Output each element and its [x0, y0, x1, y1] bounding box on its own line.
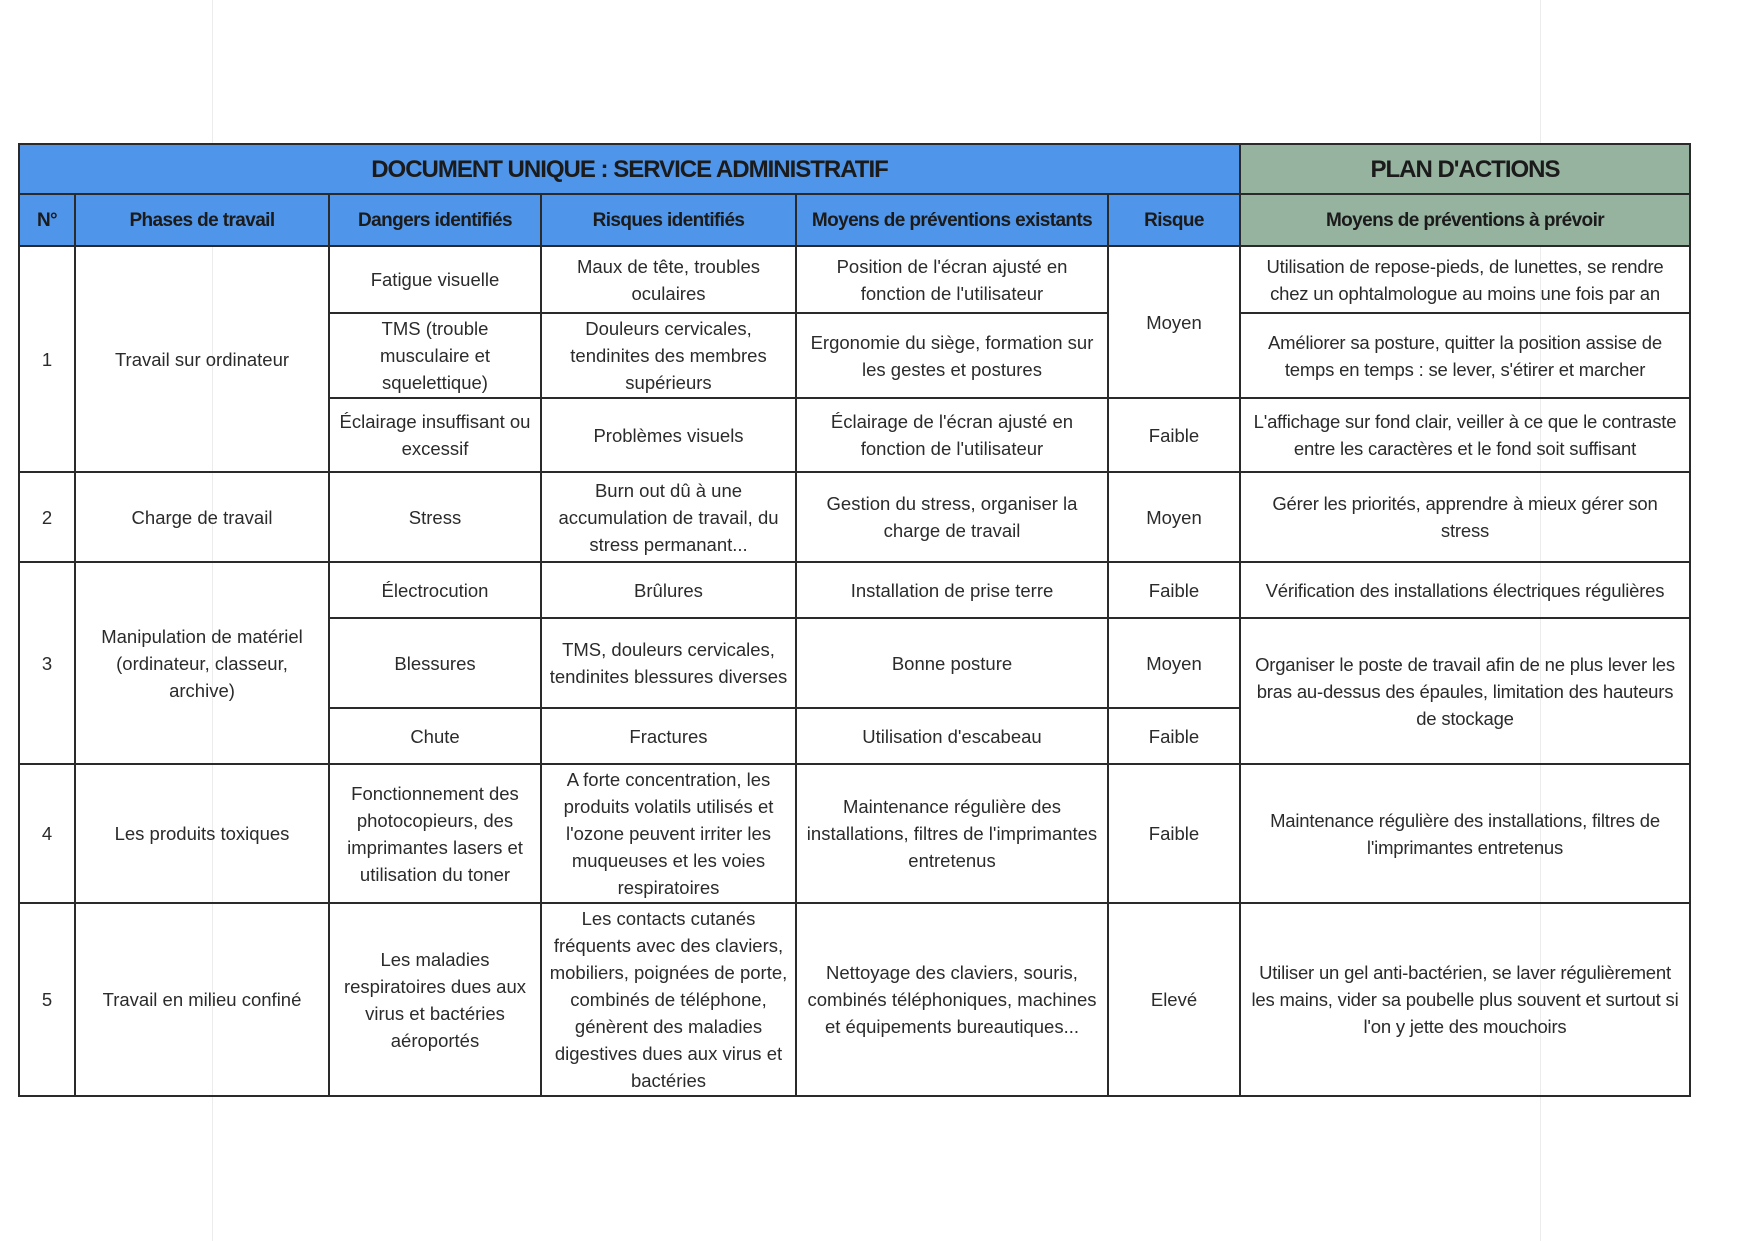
header-risk-level: Risque	[1108, 194, 1240, 246]
danger-cell: Chute	[329, 708, 541, 764]
identified-risk-cell: Burn out dû à une accumulation de travail, du stress permanant...	[541, 472, 796, 562]
row-number: 1	[19, 246, 75, 472]
row-number: 2	[19, 472, 75, 562]
danger-cell: Blessures	[329, 618, 541, 708]
existing-measures-cell: Nettoyage des claviers, souris, combinés téléphoniques, machines et équipements bureautiques...	[796, 903, 1108, 1096]
risk-level-cell: Moyen	[1108, 618, 1240, 708]
risk-assessment-table	[18, 143, 1691, 1097]
existing-measures-cell: Maintenance régulière des installations, filtres de l'imprimantes entretenus	[796, 764, 1108, 903]
header-existing-measures: Moyens de préventions existants	[796, 194, 1108, 246]
planned-measures-cell: Gérer les priorités, apprendre à mieux gérer son stress	[1240, 472, 1690, 562]
danger-cell: Fonctionnement des photocopieurs, des imprimantes lasers et utilisation du toner	[329, 764, 541, 903]
existing-measures-cell: Gestion du stress, organiser la charge de travail	[796, 472, 1108, 562]
table-row	[19, 764, 1690, 903]
planned-measures-cell: Utilisation de repose-pieds, de lunettes, se rendre chez un ophtalmologue au moins une fois par an	[1240, 246, 1690, 313]
risk-level-cell: Faible	[1108, 562, 1240, 618]
row-number: 3	[19, 562, 75, 764]
header-num: N°	[19, 194, 75, 246]
danger-cell: Stress	[329, 472, 541, 562]
planned-measures-cell: Maintenance régulière des installations, filtres de l'imprimantes entretenus	[1240, 764, 1690, 903]
risk-level-cell: Elevé	[1108, 903, 1240, 1096]
table-row	[19, 562, 1690, 618]
identified-risk-cell: Brûlures	[541, 562, 796, 618]
table-row	[19, 246, 1690, 313]
danger-cell: TMS (trouble musculaire et squelettique)	[329, 313, 541, 398]
document-title: DOCUMENT UNIQUE : SERVICE ADMINISTRATIF	[19, 144, 1240, 194]
table-row	[19, 472, 1690, 562]
work-phase: Charge de travail	[75, 472, 329, 562]
row-number: 5	[19, 903, 75, 1096]
risk-level-cell: Moyen	[1108, 472, 1240, 562]
danger-cell: Les maladies respiratoires dues aux virus et bactéries aéroportés	[329, 903, 541, 1096]
table-row	[19, 903, 1690, 1096]
identified-risk-cell: Les contacts cutanés fréquents avec des claviers, mobiliers, poignées de porte, combinés de téléphone, génèrent des maladies digestives dues aux virus et bactéries	[541, 903, 796, 1096]
danger-cell: Fatigue visuelle	[329, 246, 541, 313]
identified-risk-cell: TMS, douleurs cervicales, tendinites blessures diverses	[541, 618, 796, 708]
header-danger: Dangers identifiés	[329, 194, 541, 246]
risk-level-cell: Faible	[1108, 708, 1240, 764]
identified-risk-cell: Problèmes visuels	[541, 398, 796, 472]
risk-level-cell: Faible	[1108, 398, 1240, 472]
planned-measures-cell: Vérification des installations électriques régulières	[1240, 562, 1690, 618]
existing-measures-cell: Utilisation d'escabeau	[796, 708, 1108, 764]
header-phase: Phases de travail	[75, 194, 329, 246]
work-phase: Manipulation de matériel (ordinateur, classeur, archive)	[75, 562, 329, 764]
work-phase: Travail sur ordinateur	[75, 246, 329, 472]
row-number: 4	[19, 764, 75, 903]
existing-measures-cell: Éclairage de l'écran ajusté en fonction de l'utilisateur	[796, 398, 1108, 472]
risk-level-cell: Faible	[1108, 764, 1240, 903]
identified-risk-cell: Maux de tête, troubles oculaires	[541, 246, 796, 313]
existing-measures-cell: Position de l'écran ajusté en fonction de l'utilisateur	[796, 246, 1108, 313]
danger-cell: Éclairage insuffisant ou excessif	[329, 398, 541, 472]
existing-measures-cell: Bonne posture	[796, 618, 1108, 708]
danger-cell: Électrocution	[329, 562, 541, 618]
existing-measures-cell: Ergonomie du siège, formation sur les gestes et postures	[796, 313, 1108, 398]
planned-measures-cell: Utiliser un gel anti-bactérien, se laver régulièrement les mains, vider sa poubelle plus souvent et surtout si l'on y jette des mouchoirs	[1240, 903, 1690, 1096]
work-phase: Les produits toxiques	[75, 764, 329, 903]
header-identified-risk: Risques identifiés	[541, 194, 796, 246]
planned-measures-cell: L'affichage sur fond clair, veiller à ce que le contraste entre les caractères et le fond soit suffisant	[1240, 398, 1690, 472]
identified-risk-cell: Fractures	[541, 708, 796, 764]
planned-measures-cell: Organiser le poste de travail afin de ne plus lever les bras au-dessus des épaules, limitation des hauteurs de stockage	[1240, 618, 1690, 764]
action-plan-title: PLAN D'ACTIONS	[1240, 144, 1690, 194]
identified-risk-cell: A forte concentration, les produits volatils utilisés et l'ozone peuvent irriter les muqueuses et les voies respiratoires	[541, 764, 796, 903]
risk-level-cell: Moyen	[1108, 246, 1240, 398]
existing-measures-cell: Installation de prise terre	[796, 562, 1108, 618]
identified-risk-cell: Douleurs cervicales, tendinites des membres supérieurs	[541, 313, 796, 398]
planned-measures-cell: Améliorer sa posture, quitter la position assise de temps en temps : se lever, s'étirer et marcher	[1240, 313, 1690, 398]
work-phase: Travail en milieu confiné	[75, 903, 329, 1096]
header-planned-measures: Moyens de préventions à prévoir	[1240, 194, 1690, 246]
